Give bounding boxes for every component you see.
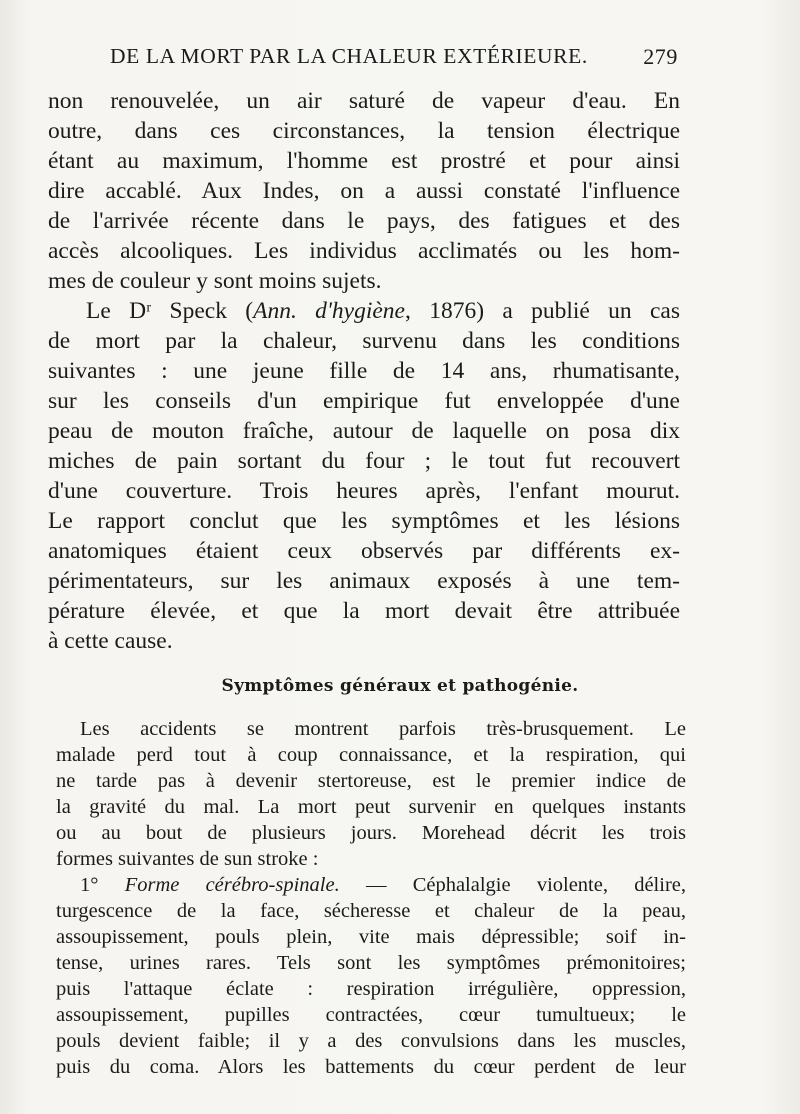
- text-line: anatomiques étaient ceux observés par différents ex-: [48, 538, 680, 564]
- text-line: de l'arrivée récente dans le pays, des fatigues et des: [48, 208, 680, 234]
- small-text-line: assoupissement, pouls plein, vite mais dépressible; soif in-: [56, 926, 686, 948]
- text-line: étant au maximum, l'homme est prostré et pour ainsi: [48, 148, 680, 174]
- running-header: [110, 38, 678, 74]
- text-line: périmentateurs, sur les animaux exposés à une tem-: [48, 568, 680, 594]
- text-line: miches de pain sortant du four ; le tout fut recouvert: [48, 448, 680, 474]
- small-text-line-forme: 1° Forme cérébro-spinale. — Céphalalgie violente, délire,: [80, 874, 686, 896]
- small-text-line: pouls devient faible; il y a des convulsions dans les muscles,: [56, 1030, 686, 1052]
- small-text-line: ou au bout de plusieurs jours. Morehead décrit les trois: [56, 822, 686, 844]
- small-text-line: puis du coma. Alors les battements du cœur perdent de leur: [56, 1056, 686, 1078]
- text-line: outre, dans ces circonstances, la tension électrique: [48, 118, 680, 144]
- text-line: Le rapport conclut que les symptômes et les lésions: [48, 508, 680, 534]
- text-line: dire accablé. Aux Indes, on a aussi constaté l'influence: [48, 178, 680, 204]
- text-line-speck: Le Dʳ Speck (Ann. d'hygiène, 1876) a publié un cas: [86, 298, 680, 324]
- text-line: à cette cause.: [48, 628, 173, 654]
- text-line: d'une couverture. Trois heures après, l'enfant mourut.: [48, 478, 680, 504]
- text-line: pérature élevée, et que la mort devait être attribuée: [48, 598, 680, 624]
- small-text-line: malade perd tout à coup connaissance, et la respiration, qui: [56, 744, 686, 766]
- text-line: accès alcooliques. Les individus acclimatés ou les hom-: [48, 238, 680, 264]
- text-line: mes de couleur y sont moins sujets.: [48, 268, 382, 294]
- small-text-line: turgescence de la face, sécheresse et chaleur de la peau,: [56, 900, 686, 922]
- text-line: sur les conseils d'un empirique fut enveloppée d'une: [48, 388, 680, 414]
- small-text-line: la gravité du mal. La mort peut survenir en quelques instants: [56, 796, 686, 818]
- small-text-line: puis l'attaque éclate : respiration irrégulière, oppression,: [56, 978, 686, 1000]
- text-line: peau de mouton fraîche, autour de laquelle on posa dix: [48, 418, 680, 444]
- running-title: DE LA MORT PAR LA CHALEUR EXTÉRIEURE.: [110, 44, 588, 68]
- small-text-line: tense, urines rares. Tels sont les symptômes prémonitoires;: [56, 952, 686, 974]
- small-text-line: assoupissement, pupilles contractées, cœur tumultueux; le: [56, 1004, 686, 1026]
- section-heading: Symptômes généraux et pathogénie.: [221, 676, 579, 696]
- text-line: suivantes : une jeune fille de 14 ans, rhumatisante,: [48, 358, 680, 384]
- page-number: 279: [643, 44, 678, 69]
- small-text-line: ne tarde pas à devenir stertoreuse, est le premier indice de: [56, 770, 686, 792]
- text-line: non renouvelée, un air saturé de vapeur d'eau. En: [48, 88, 680, 114]
- small-text-line: Les accidents se montrent parfois très-brusquement. Le: [80, 718, 686, 740]
- small-text-line: formes suivantes de sun stroke :: [56, 848, 319, 870]
- text-line: de mort par la chaleur, survenu dans les conditions: [48, 328, 680, 354]
